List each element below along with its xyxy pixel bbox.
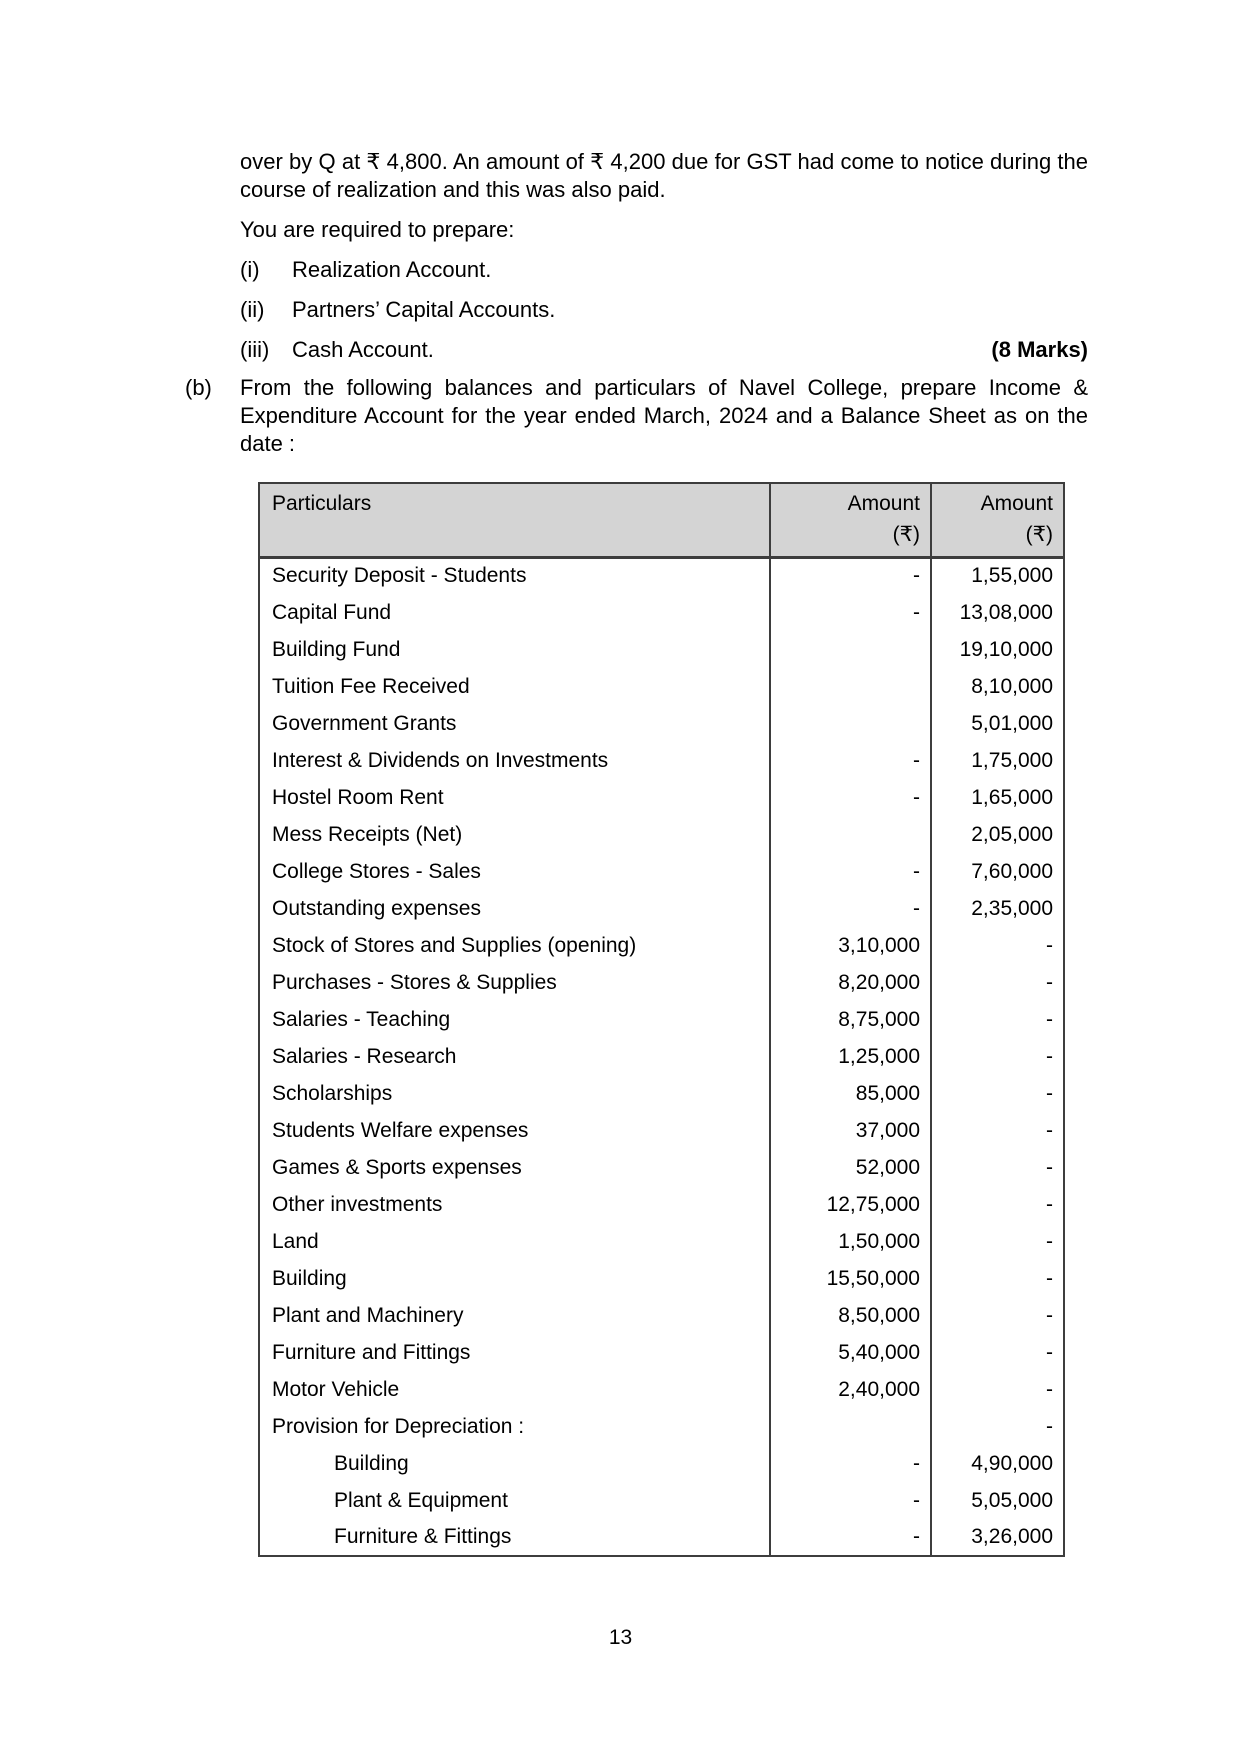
table-row [259, 816, 1064, 853]
amount-1-cell: 8,75,000 [770, 1001, 931, 1038]
particulars-cell: Building Fund [259, 631, 770, 668]
part-b-section [185, 374, 1088, 458]
list-item-number: (i) [240, 257, 260, 282]
amount-1-cell [770, 705, 931, 742]
amount-2-cell: - [931, 1038, 1064, 1075]
amount-1-cell: - [770, 594, 931, 631]
prepare-intro: You are required to prepare: [240, 217, 515, 242]
table-row [259, 1334, 1064, 1371]
amount-1-cell: 8,20,000 [770, 964, 931, 1001]
amount-2-cell: - [931, 1186, 1064, 1223]
particulars-cell: Government Grants [259, 705, 770, 742]
table-row [259, 927, 1064, 964]
amount-2-cell: 4,90,000 [931, 1445, 1064, 1482]
amount-2-cell: 1,55,000 [931, 557, 1064, 594]
header-amount-2-rupee: (₹) [1025, 523, 1053, 546]
amount-2-cell: - [931, 1260, 1064, 1297]
amount-1-cell [770, 816, 931, 853]
particulars-cell: Salaries - Teaching [259, 1001, 770, 1038]
table-row [259, 1112, 1064, 1149]
list-item-realization [240, 256, 1088, 284]
particulars-cell: Land [259, 1223, 770, 1260]
amount-1-cell: 1,50,000 [770, 1223, 931, 1260]
amount-1-cell: - [770, 557, 931, 594]
amount-1-cell: 2,40,000 [770, 1371, 931, 1408]
particulars-cell: Motor Vehicle [259, 1371, 770, 1408]
amount-1-cell: 37,000 [770, 1112, 931, 1149]
particulars-cell: Plant and Machinery [259, 1297, 770, 1334]
particulars-cell: Building [259, 1445, 770, 1482]
list-item-label: Cash Account. [292, 337, 434, 362]
part-b-text: From the following balances and particulars of Navel College, prepare Income & Expenditure Account for the year ended March, 2024 and a Balance Sheet as on the date : [240, 375, 1088, 456]
table-row [259, 1445, 1064, 1482]
amount-2-cell: - [931, 1112, 1064, 1149]
amount-2-cell: 5,01,000 [931, 705, 1064, 742]
particulars-cell: Tuition Fee Received [259, 668, 770, 705]
amount-1-cell [770, 1408, 931, 1445]
table-row [259, 1001, 1064, 1038]
table-row [259, 594, 1064, 631]
particulars-cell: Hostel Room Rent [259, 779, 770, 816]
amount-1-cell: - [770, 1482, 931, 1519]
table-row [259, 557, 1064, 594]
table-row [259, 890, 1064, 927]
amount-1-cell: 52,000 [770, 1149, 931, 1186]
particulars-cell: Games & Sports expenses [259, 1149, 770, 1186]
amount-1-cell: - [770, 853, 931, 890]
particulars-cell: Scholarships [259, 1075, 770, 1112]
table-row [259, 779, 1064, 816]
amount-2-cell: 2,05,000 [931, 816, 1064, 853]
list-item-number: (iii) [240, 337, 270, 362]
page-content [185, 148, 1088, 1557]
header-amount-2-word: Amount [980, 492, 1053, 515]
particulars-cell: College Stores - Sales [259, 853, 770, 890]
table-row [259, 1519, 1064, 1556]
amount-1-cell: - [770, 1445, 931, 1482]
table-row [259, 1371, 1064, 1408]
header-amount-2 [931, 483, 1064, 557]
table-row [259, 1186, 1064, 1223]
table-row [259, 668, 1064, 705]
amount-2-cell: 1,65,000 [931, 779, 1064, 816]
amount-2-cell: 1,75,000 [931, 742, 1064, 779]
particulars-cell: Building [259, 1260, 770, 1297]
particulars-cell: Other investments [259, 1186, 770, 1223]
particulars-cell: Mess Receipts (Net) [259, 816, 770, 853]
amount-2-cell: 13,08,000 [931, 594, 1064, 631]
marks-label: (8 Marks) [991, 337, 1088, 362]
amount-1-cell: 8,50,000 [770, 1297, 931, 1334]
amount-1-cell: 15,50,000 [770, 1260, 931, 1297]
amount-1-cell: 85,000 [770, 1075, 931, 1112]
prepare-list [240, 256, 1088, 364]
particulars-cell: Purchases - Stores & Supplies [259, 964, 770, 1001]
header-amount-1 [770, 483, 931, 557]
amount-1-cell: 12,75,000 [770, 1186, 931, 1223]
table-row [259, 853, 1064, 890]
amount-1-cell [770, 631, 931, 668]
top-paragraph: over by Q at ₹ 4,800. An amount of ₹ 4,200 due for GST had come to notice during the course of realization and this was also paid. [240, 149, 1088, 202]
particulars-cell: Outstanding expenses [259, 890, 770, 927]
amount-1-cell: 5,40,000 [770, 1334, 931, 1371]
table-row [259, 1075, 1064, 1112]
amount-2-cell: - [931, 1371, 1064, 1408]
amount-2-cell: - [931, 1408, 1064, 1445]
amount-1-cell: - [770, 890, 931, 927]
table-row [259, 964, 1064, 1001]
amount-2-cell: - [931, 1334, 1064, 1371]
header-particulars: Particulars [259, 483, 770, 557]
particulars-cell: Interest & Dividends on Investments [259, 742, 770, 779]
table-row [259, 1482, 1064, 1519]
amount-1-cell: 3,10,000 [770, 927, 931, 964]
table-row [259, 1408, 1064, 1445]
particulars-cell: Plant & Equipment [259, 1482, 770, 1519]
table-row [259, 1149, 1064, 1186]
list-item-cash-account [240, 336, 1088, 364]
particulars-cell: Security Deposit - Students [259, 557, 770, 594]
amount-2-cell: 5,05,000 [931, 1482, 1064, 1519]
amount-2-cell: - [931, 1223, 1064, 1260]
table-row [259, 705, 1064, 742]
particulars-cell: Stock of Stores and Supplies (opening) [259, 927, 770, 964]
amount-2-cell: 2,35,000 [931, 890, 1064, 927]
amount-2-cell: - [931, 927, 1064, 964]
particulars-cell: Students Welfare expenses [259, 1112, 770, 1149]
amount-1-cell: - [770, 1519, 931, 1556]
particulars-cell: Salaries - Research [259, 1038, 770, 1075]
part-b-label: (b) [185, 375, 212, 400]
page-number: 13 [608, 1626, 633, 1649]
amount-2-cell: 19,10,000 [931, 631, 1064, 668]
list-item-label: Realization Account. [292, 257, 492, 282]
table-header [259, 483, 1064, 557]
particulars-cell: Furniture & Fittings [259, 1519, 770, 1556]
header-amount-1-word: Amount [847, 492, 920, 515]
amount-2-cell: 8,10,000 [931, 668, 1064, 705]
list-item-partners-capital [240, 296, 1088, 324]
list-item-number: (ii) [240, 297, 265, 322]
particulars-cell: Furniture and Fittings [259, 1334, 770, 1371]
list-item-label: Partners’ Capital Accounts. [292, 297, 556, 322]
amount-1-cell: 1,25,000 [770, 1038, 931, 1075]
table-row [259, 1223, 1064, 1260]
amount-1-cell: - [770, 779, 931, 816]
table-body [259, 557, 1064, 1556]
amount-2-cell: - [931, 1001, 1064, 1038]
amount-1-cell [770, 668, 931, 705]
amount-2-cell: - [931, 1297, 1064, 1334]
amount-1-cell: - [770, 742, 931, 779]
table-row [259, 1297, 1064, 1334]
table-row [259, 631, 1064, 668]
particulars-cell: Capital Fund [259, 594, 770, 631]
amount-2-cell: 7,60,000 [931, 853, 1064, 890]
amount-2-cell: - [931, 1075, 1064, 1112]
header-amount-1-rupee: (₹) [892, 523, 920, 546]
table-row [259, 1038, 1064, 1075]
amount-2-cell: 3,26,000 [931, 1519, 1064, 1556]
amount-2-cell: - [931, 1149, 1064, 1186]
table-row [259, 742, 1064, 779]
table-row [259, 1260, 1064, 1297]
balances-table [258, 482, 1065, 1557]
particulars-cell: Provision for Depreciation : [259, 1408, 770, 1445]
amount-2-cell: - [931, 964, 1064, 1001]
